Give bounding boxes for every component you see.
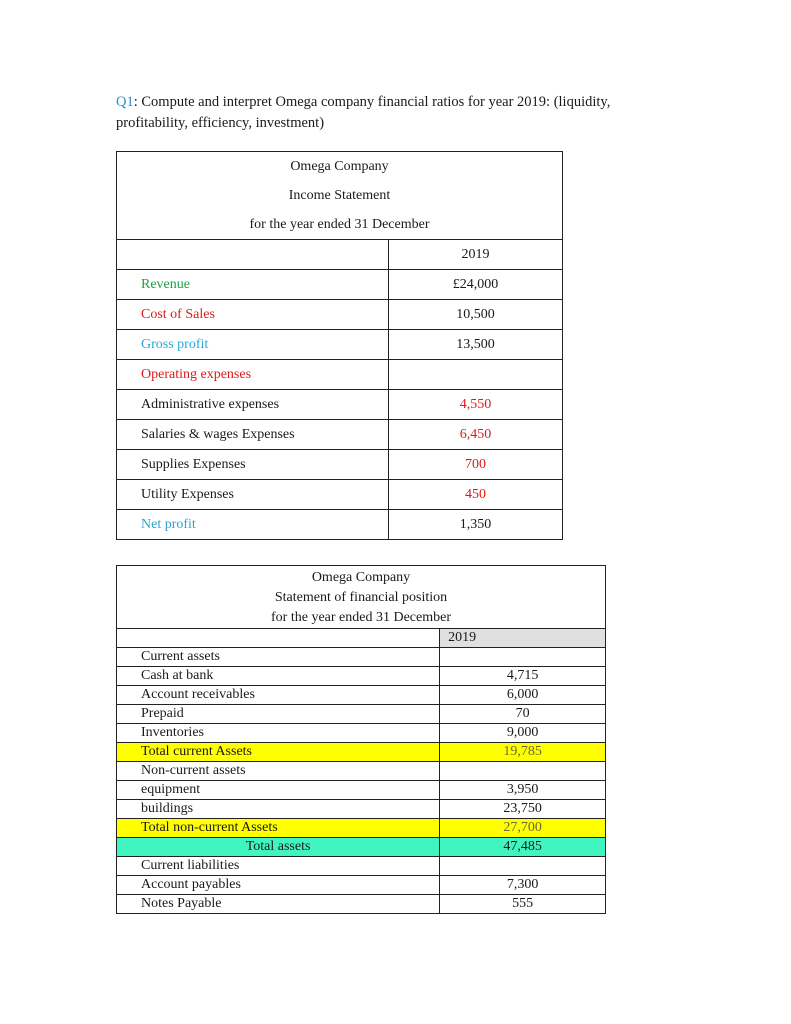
income-title-row	[117, 152, 563, 240]
current-assets-value	[440, 648, 606, 667]
total-current-assets-label: Total current Assets	[117, 743, 440, 762]
gross-profit-value: 13,500	[388, 330, 562, 360]
buildings-label: buildings	[117, 800, 440, 819]
utility-expenses-label: Utility Expenses	[117, 480, 389, 510]
table-row	[117, 762, 606, 781]
table-row	[117, 743, 606, 762]
table-row	[117, 510, 563, 540]
cost-of-sales-value: 10,500	[388, 300, 562, 330]
non-current-assets-label: Non-current assets	[117, 762, 440, 781]
inventories-value: 9,000	[440, 724, 606, 743]
income-year-label-cell	[117, 240, 389, 270]
account-receivables-label: Account receivables	[117, 686, 440, 705]
table-row	[117, 781, 606, 800]
table-row	[117, 895, 606, 914]
notes-payable-value: 555	[440, 895, 606, 914]
salaries-expenses-label: Salaries & wages Expenses	[117, 420, 389, 450]
revenue-value: £24,000	[388, 270, 562, 300]
table-row	[117, 480, 563, 510]
position-year-cell: 2019	[440, 629, 606, 648]
table-row	[117, 724, 606, 743]
account-payables-label: Account payables	[117, 876, 440, 895]
position-year-label-cell	[117, 629, 440, 648]
income-year-cell: 2019	[388, 240, 562, 270]
table-row	[117, 857, 606, 876]
position-company-name: Omega Company	[311, 570, 411, 585]
table-row	[117, 838, 606, 857]
inventories-label: Inventories	[117, 724, 440, 743]
cost-of-sales-label: Cost of Sales	[117, 300, 389, 330]
supplies-expenses-value: 700	[388, 450, 562, 480]
current-assets-label: Current assets	[117, 648, 440, 667]
salaries-expenses-value: 6,450	[388, 420, 562, 450]
equipment-value: 3,950	[440, 781, 606, 800]
position-period: for the year ended 31 December	[271, 610, 451, 625]
prepaid-label: Prepaid	[117, 705, 440, 724]
income-company-name: Omega Company	[290, 159, 389, 174]
table-row	[117, 330, 563, 360]
net-profit-value: 1,350	[388, 510, 562, 540]
table-row	[117, 420, 563, 450]
utility-expenses-value: 450	[388, 480, 562, 510]
account-payables-value: 7,300	[440, 876, 606, 895]
total-assets-value: 47,485	[440, 838, 606, 857]
income-statement-table	[116, 151, 563, 540]
position-year-row	[117, 629, 606, 648]
total-assets-label: Total assets	[117, 838, 440, 857]
cash-at-bank-value: 4,715	[440, 667, 606, 686]
income-year-row	[117, 240, 563, 270]
revenue-label: Revenue	[117, 270, 389, 300]
operating-expenses-value	[388, 360, 562, 390]
table-row	[117, 819, 606, 838]
prepaid-value: 70	[440, 705, 606, 724]
notes-payable-label: Notes Payable	[117, 895, 440, 914]
buildings-value: 23,750	[440, 800, 606, 819]
current-liabilities-value	[440, 857, 606, 876]
table-row	[117, 390, 563, 420]
table-row	[117, 686, 606, 705]
table-row	[117, 360, 563, 390]
table-row	[117, 705, 606, 724]
table-row	[117, 876, 606, 895]
cash-at-bank-label: Cash at bank	[117, 667, 440, 686]
total-non-current-assets-value: 27,700	[440, 819, 606, 838]
admin-expenses-value: 4,550	[388, 390, 562, 420]
table-row	[117, 300, 563, 330]
question-body: : Compute and interpret Omega company financial ratios for year 2019: (liquidity, profitability, efficiency, investment)	[116, 94, 611, 131]
total-non-current-assets-label: Total non-current Assets	[117, 819, 440, 838]
income-title-cell	[117, 152, 563, 240]
account-receivables-value: 6,000	[440, 686, 606, 705]
table-row	[117, 800, 606, 819]
operating-expenses-label: Operating expenses	[117, 360, 389, 390]
financial-position-table	[116, 565, 606, 914]
table-row	[117, 450, 563, 480]
income-statement-title: Income Statement	[288, 188, 391, 203]
non-current-assets-value	[440, 762, 606, 781]
position-title-row	[117, 566, 606, 629]
equipment-label: equipment	[117, 781, 440, 800]
net-profit-label: Net profit	[117, 510, 389, 540]
table-row	[117, 270, 563, 300]
gross-profit-label: Gross profit	[117, 330, 389, 360]
table-row	[117, 648, 606, 667]
current-liabilities-label: Current liabilities	[117, 857, 440, 876]
income-period: for the year ended 31 December	[249, 217, 430, 232]
position-statement-title: Statement of financial position	[274, 590, 448, 605]
total-current-assets-value: 19,785	[440, 743, 606, 762]
question-text	[116, 92, 676, 134]
question-number: Q1	[116, 94, 134, 110]
table-row	[117, 667, 606, 686]
supplies-expenses-label: Supplies Expenses	[117, 450, 389, 480]
position-title-cell	[117, 566, 606, 629]
admin-expenses-label: Administrative expenses	[117, 390, 389, 420]
